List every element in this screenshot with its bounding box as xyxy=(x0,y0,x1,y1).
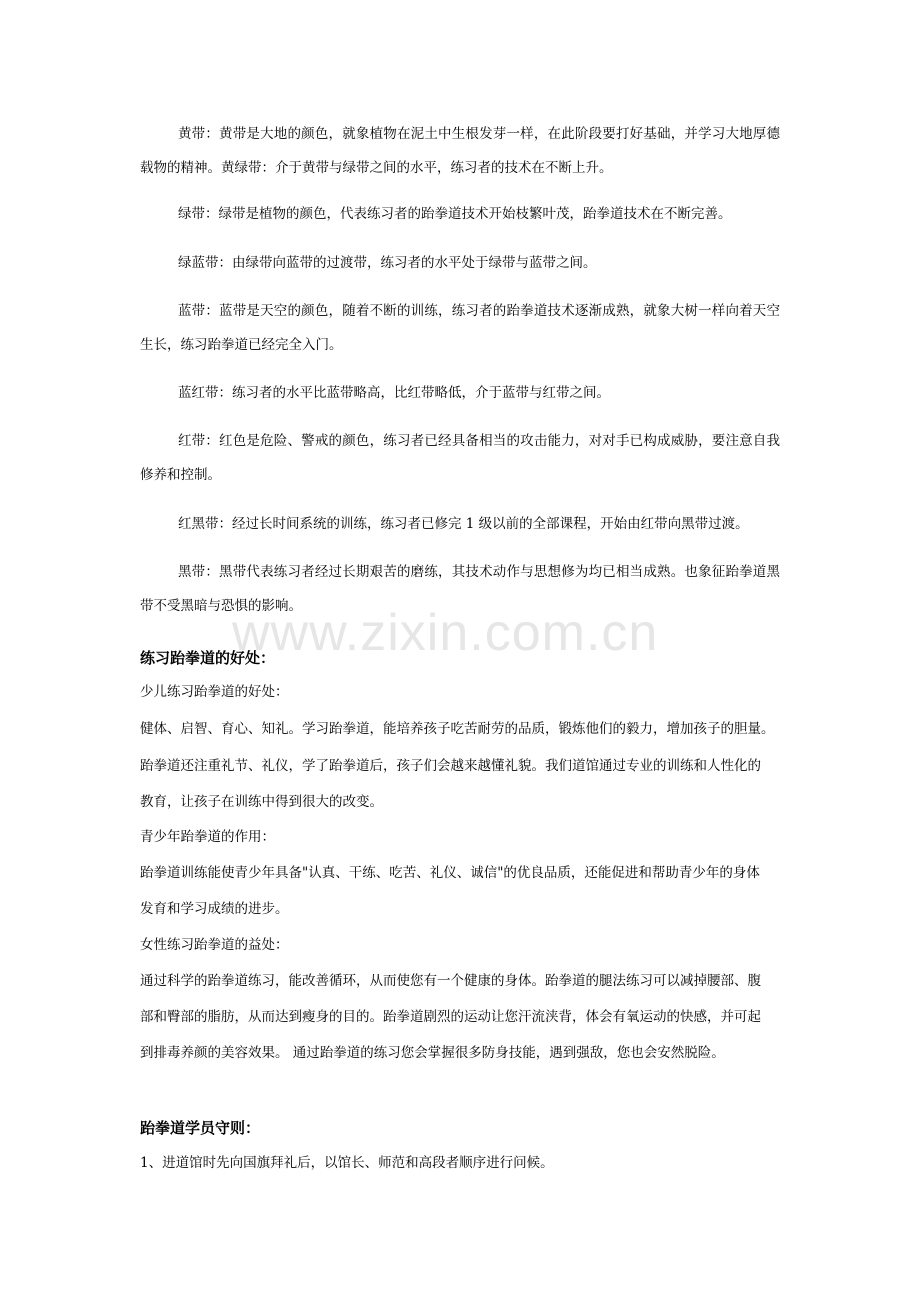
belt-paragraph-yellow: 黄带：黄带是大地的颜色，就象植物在泥土中生根发芽一样，在此阶段要打好基础，并学习大地厚德载物的精神。黄绿带：介于黄带与绿带之间的水平，练习者的技术在不断上升。 xyxy=(140,126,780,176)
women-text-line: 通过科学的跆拳道练习，能改善循环，从而使您有一个健康的身体。跆拳道的腿法练习可以减掉腰部、腹 xyxy=(140,973,761,989)
women-text-line: 到排毒养颜的美容效果。 通过跆拳道的练习您会掌握很多防身技能，遇到强敌，您也会安然脱险。 xyxy=(140,1045,725,1061)
belt-paragraph-green: 绿带：绿带是植物的颜色，代表练习者的跆拳道技术开始枝繁叶茂，跆拳道技术在不断完善。 xyxy=(178,206,732,222)
youth-text-line: 发育和学习成绩的进步。 xyxy=(140,901,289,917)
belt-paragraph-red: 红带：红色是危险、警戒的颜色，练习者已经具备相当的攻击能力，对对手已构成威胁，要注意自我修养和控制。 xyxy=(140,433,780,483)
rules-item: 1、进道馆时先向国旗拜礼后，以馆长、师范和高段者顺序进行问候。 xyxy=(140,1155,554,1171)
belt-paragraph-blue: 蓝带：蓝带是天空的颜色，随着不断的训练，练习者的跆拳道技术逐渐成熟，就象大树一样向着天空生长，练习跆拳道已经完全入门。 xyxy=(140,303,780,353)
children-text-line: 健体、启智、育心、知礼。学习跆拳道，能培养孩子吃苦耐劳的品质，锻炼他们的毅力，增加孩子的胆量。 xyxy=(140,721,775,737)
children-text-line: 教育，让孩子在训练中得到很大的改变。 xyxy=(140,794,383,810)
belt-paragraph-black: 黑带：黑带代表练习者经过长期艰苦的磨练，其技术动作与思想修为均已相当成熟。也象征跆拳道黑带不受黑暗与恐惧的影响。 xyxy=(140,564,780,614)
belt-paragraph-blue-red: 蓝红带：练习者的水平比蓝带略高，比红带略低，介于蓝带与红带之间。 xyxy=(178,385,610,401)
children-text-line: 跆拳道还注重礼节、礼仪，学了跆拳道后，孩子们会越来越懂礼貌。我们道馆通过专业的训练和人性化的 xyxy=(140,758,761,774)
rules-heading: 跆拳道学员守则： xyxy=(140,1119,261,1137)
belt-paragraph-green-blue: 绿蓝带：由绿带向蓝带的过渡带，练习者的水平处于绿带与蓝带之间。 xyxy=(178,255,597,271)
benefits-heading: 练习跆拳道的好处： xyxy=(140,649,276,667)
youth-subtitle: 青少年跆拳道的作用： xyxy=(140,829,275,845)
women-text-line: 部和臀部的脂肪，从而达到瘦身的目的。跆拳道剧烈的运动让您汗流浃背，体会有氧运动的快感，并可起 xyxy=(140,1009,761,1025)
women-subtitle: 女性练习跆拳道的益处： xyxy=(140,937,289,953)
children-subtitle: 少儿练习跆拳道的好处： xyxy=(140,684,289,700)
belt-paragraph-red-black: 红黑带：经过长时间系统的训练，练习者已修完 1 级以前的全部课程，开始由红带向黑带过渡。 xyxy=(178,516,749,532)
watermark: www.zixin.com.cn xyxy=(232,604,659,662)
youth-text-line: 跆拳道训练能使青少年具备"认真、干练、吃苦、礼仪、诚信"的优良品质，还能促进和帮助青少年的身体 xyxy=(140,865,760,881)
